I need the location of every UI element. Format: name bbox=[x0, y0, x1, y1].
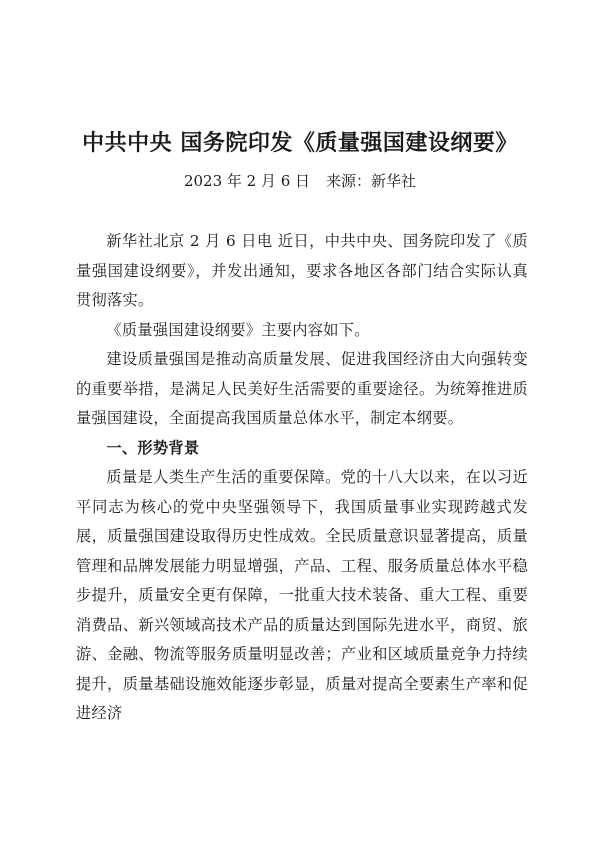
section-heading: 一、形势背景 bbox=[106, 438, 200, 457]
document-meta bbox=[40, 170, 560, 191]
document-title: 中共中央 国务院印发《质量强国建设纲要》 bbox=[82, 130, 518, 156]
paragraph-summary: 《质量强国建设纲要》主要内容如下。 bbox=[106, 320, 370, 339]
document-body bbox=[76, 227, 528, 729]
paragraph-purpose: 建设质量强国是推动高质量发展、促进我国经济由大向强转变的重要举措，是满足人民美好生活需要的重要途径。为统筹推进质量强国建设，全面提高我国质量总体水平，制定本纲要。 bbox=[76, 350, 528, 427]
publish-date: 2023 年 2 月 6 日 bbox=[183, 172, 311, 190]
news-source: 来源：新华社 bbox=[326, 172, 417, 190]
paragraph-intro: 新华社北京 2 月 6 日电 近日，中共中央、国务院印发了《质量强国建设纲要》，并发出通知，要求各地区各部门结合实际认真贯彻落实。 bbox=[76, 232, 528, 309]
paragraph-background: 质量是人类生产生活的重要保障。党的十八大以来，在以习近平同志为核心的党中央坚强领导下，我国质量事业实现跨越式发展，质量强国建设取得历史性成效。全民质量意识显著提高，质量管理和品牌发展能力明显增强，产品、工程、服务质量总体水平稳步提升，质量安全更有保障，一批重大技术装备、重大工程、重要消费品、新兴领域高技术产品的质量达到国际先进水平，商贸、旅游、金融、物流等服务质量明显改善；产业和区域质量竞争力持续提升，质量基础设施效能逐步彰显，质量对提高全要素生产率和促进经济 bbox=[76, 468, 528, 722]
